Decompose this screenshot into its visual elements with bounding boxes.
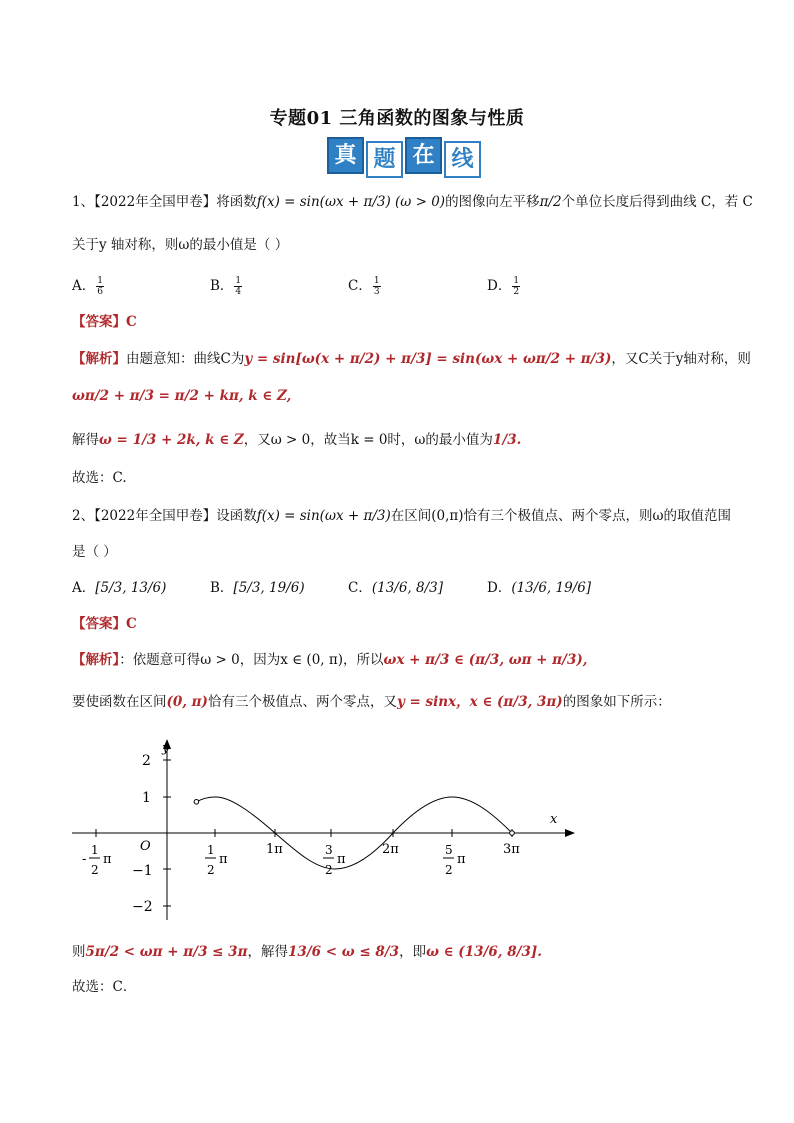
q2-option-c — [348, 576, 443, 596]
analysis-function: y = sinx，x ∈ (π/3, 3π) — [396, 694, 563, 710]
q2-option-d — [487, 576, 591, 596]
x-tick-half-pi — [205, 843, 228, 877]
denominator: 3 — [373, 287, 380, 297]
denominator: 4 — [235, 287, 242, 297]
svg-text:2: 2 — [445, 863, 453, 877]
q1-answer — [72, 310, 137, 330]
q1-stem-c: 个单位长度后得到曲线 C，若 C — [561, 194, 753, 210]
badge-char-2: 题 — [366, 141, 403, 178]
q2-answer — [72, 612, 137, 632]
svg-text:2: 2 — [207, 863, 215, 877]
result-solution: 13/6 < ω ≤ 8/3 — [287, 944, 400, 960]
analysis-interval: (0, π) — [166, 694, 208, 710]
result-text-b: ，解得 — [247, 944, 288, 960]
q2-option-a — [72, 576, 166, 596]
q2-function: f(x) = sin(ωx + π/3) — [256, 508, 391, 524]
result-interval: ω ∈ (13/6, 8/3]. — [426, 944, 543, 960]
q1-option-d — [487, 274, 521, 297]
denominator: 2 — [513, 287, 520, 297]
analysis-tag: 【解析】 — [72, 351, 126, 367]
analysis-text: ：依题意可得ω > 0，因为x ∈ (0, π)，所以 — [119, 652, 384, 668]
svg-text:1: 1 — [91, 843, 99, 857]
option-interval: [5/3, 13/6) — [95, 580, 167, 596]
analysis-text-b: ，又C关于y轴对称，则 — [611, 351, 751, 367]
q2-choose: 故选：C． — [72, 979, 137, 995]
q1-stem-line1 — [72, 190, 753, 210]
analysis-text: 由题意知：曲线C为 — [126, 351, 245, 367]
x-axis-arrow — [565, 829, 575, 837]
y-tick-1: 1 — [142, 790, 151, 806]
numerator: 1 — [513, 276, 520, 286]
result-inequality: 5π/2 < ωπ + π/3 ≤ 3π — [85, 944, 248, 960]
axis-y-label: y — [162, 741, 170, 756]
badge-char-4: 线 — [444, 141, 481, 178]
option-label: C． — [348, 278, 372, 294]
q1-option-c — [348, 274, 382, 297]
option-fraction — [373, 276, 381, 297]
curve-end-point — [510, 831, 515, 836]
axis-x-label: x — [550, 812, 558, 827]
q2-option-b — [210, 576, 305, 596]
result-text: 则 — [72, 944, 86, 960]
y-tick-minus1: −1 — [132, 863, 153, 879]
q1-stem-b: 的图像向左平移 — [445, 194, 540, 210]
svg-text:2: 2 — [325, 863, 333, 877]
option-interval: (13/6, 19/6] — [511, 580, 592, 596]
q2-result — [72, 940, 542, 960]
sine-graph — [60, 735, 580, 930]
x-tick-neg-half-pi — [82, 843, 112, 877]
option-interval: [5/3, 19/6) — [233, 580, 305, 596]
x-tick-three-half-pi — [323, 843, 346, 877]
svg-text:-: - — [82, 852, 87, 867]
section-badge — [327, 137, 481, 175]
numerator: 1 — [373, 276, 380, 286]
analysis-text: 解得 — [72, 432, 99, 448]
svg-text:5: 5 — [445, 843, 453, 857]
q1-analysis-line2 — [72, 388, 291, 404]
svg-text:π: π — [103, 852, 112, 867]
curve-start-point — [194, 800, 199, 805]
answer-value: C — [126, 314, 137, 330]
q2-stem-line2: 是（ ） — [72, 544, 117, 560]
q1-analysis-line1 — [72, 347, 751, 367]
analysis-text-c: 的图象如下所示： — [562, 694, 671, 710]
page-title: 专题01 三角函数的图象与性质 — [269, 108, 525, 129]
analysis-text-b: 恰有三个极值点、两个零点，又 — [207, 694, 397, 710]
q1-stem-a: 1、【2022年全国甲卷】将函数 — [72, 194, 257, 210]
answer-value: C — [126, 616, 137, 632]
analysis-equation: ωx + π/3 ∈ (π/3, ωπ + π/3), — [383, 652, 588, 668]
option-label: C． — [348, 580, 372, 596]
denominator: 6 — [97, 287, 103, 297]
x-tick-three-pi: 3π — [503, 842, 520, 857]
q1-analysis-line3 — [72, 428, 521, 448]
x-tick-five-half-pi — [443, 843, 466, 877]
analysis-text-b: ，又ω > 0，故当k = 0时，ω的最小值为 — [243, 432, 493, 448]
analysis-equation-3: ω = 1/3 + 2k, k ∈ Z — [99, 432, 244, 448]
origin-label: O — [140, 839, 151, 854]
analysis-equation: y = sin[ω(x + π/2) + π/3] = sin(ωx + ωπ/2 + π/3) — [244, 351, 612, 367]
badge-char-3: 在 — [405, 137, 442, 174]
analysis-text: 要使函数在区间 — [72, 694, 167, 710]
y-tick-minus2: −2 — [132, 899, 153, 915]
q2-stem-a: 2、【2022年全国甲卷】设函数 — [72, 508, 257, 524]
option-label: D． — [487, 580, 512, 596]
q2-analysis-line1 — [72, 648, 587, 668]
q2-analysis-line2 — [72, 690, 671, 710]
q2-stem-b: 在区间(0,π)恰有三个极值点、两个零点，则ω的取值范围 — [390, 508, 732, 524]
svg-text:π: π — [337, 852, 346, 867]
q1-shift: π/2 — [539, 194, 562, 210]
option-label: B． — [210, 580, 234, 596]
x-tick-two-pi: 2π — [382, 842, 399, 857]
svg-text:3: 3 — [325, 843, 333, 857]
numerator: 1 — [97, 276, 103, 286]
option-fraction — [512, 276, 520, 297]
q1-choose: 故选：C. — [72, 470, 127, 486]
numerator: 1 — [235, 276, 242, 286]
analysis-result: 1/3. — [492, 432, 522, 448]
q1-option-b — [210, 274, 243, 297]
answer-tag: 【答案】 — [72, 314, 126, 330]
q1-stem-line2: 关于y 轴对称，则ω的最小值是（ ） — [72, 237, 289, 253]
q2-stem-line1 — [72, 504, 731, 524]
y-tick-2: 2 — [142, 753, 151, 769]
q1-option-a — [72, 274, 105, 297]
analysis-tag: 【解析】 — [72, 652, 120, 668]
x-tick-pi: 1π — [266, 842, 283, 857]
svg-text:π: π — [219, 852, 228, 867]
option-fraction — [96, 276, 104, 297]
option-label: D． — [487, 278, 512, 294]
option-label: A． — [72, 580, 96, 596]
q1-function: f(x) = sin(ωx + π/3) (ω > 0) — [256, 194, 446, 210]
svg-text:1: 1 — [207, 843, 215, 857]
svg-text:2: 2 — [91, 863, 99, 877]
badge-char-1: 真 — [327, 137, 364, 174]
result-text-c: ，即 — [399, 944, 427, 960]
option-fraction — [234, 276, 242, 297]
analysis-equation-2: ωπ/2 + π/3 = π/2 + kπ, k ∈ Z, — [72, 388, 292, 404]
option-label: A． — [72, 278, 96, 294]
option-label: B． — [210, 278, 234, 294]
svg-text:π: π — [457, 852, 466, 867]
answer-tag: 【答案】 — [72, 616, 126, 632]
option-interval: (13/6, 8/3] — [371, 580, 444, 596]
